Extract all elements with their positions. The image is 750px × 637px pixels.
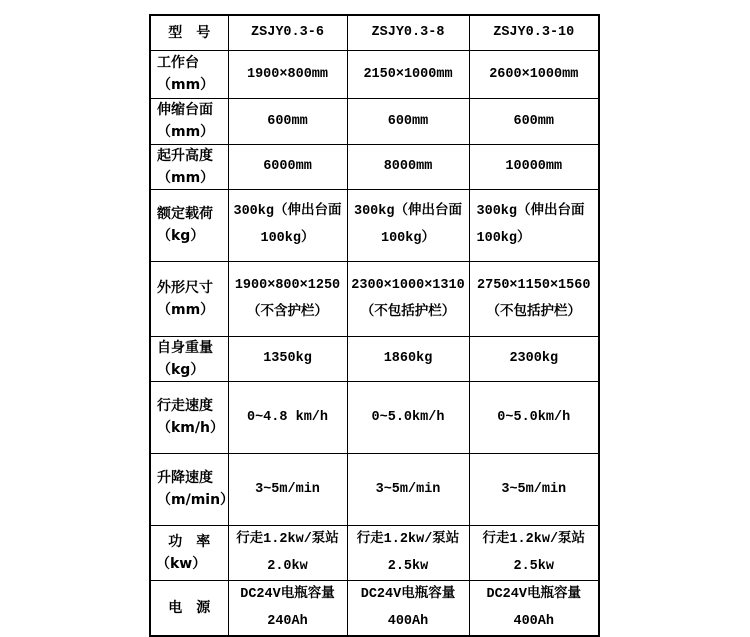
header-label-model: 型 号: [150, 15, 228, 50]
row-label: 升降速度 （m/min）: [150, 453, 228, 525]
row-label: 自身重量 （kg）: [150, 336, 228, 381]
table-row-power: [150, 525, 599, 580]
model-name-cell: ZSJY0.3-10: [469, 15, 599, 50]
table-row-rated-load: [150, 189, 599, 261]
spec-cell: 0~5.0km/h: [469, 381, 599, 453]
spec-cell: 3~5m/min: [228, 453, 347, 525]
model-name-cell: ZSJY0.3-8: [347, 15, 469, 50]
spec-cell: 2600×1000mm: [469, 50, 599, 98]
spec-cell: DC24V电瓶容量 400Ah: [347, 580, 469, 636]
table-row-extension-deck: [150, 98, 599, 144]
row-label: 行走速度 （km/h）: [150, 381, 228, 453]
row-label: 功 率 （kw）: [150, 525, 228, 580]
spec-cell: 1350kg: [228, 336, 347, 381]
table-row-overall-dimensions: [150, 261, 599, 336]
spec-cell: 行走1.2kw/泵站 2.5kw: [469, 525, 599, 580]
table-row-platform-size: [150, 50, 599, 98]
spec-cell: 600mm: [347, 98, 469, 144]
spec-cell: 1900×800×1250 （不含护栏）: [228, 261, 347, 336]
spec-cell: 1860kg: [347, 336, 469, 381]
spec-cell: 300kg（伸出台面 100kg）: [469, 189, 599, 261]
spec-cell: 8000mm: [347, 144, 469, 189]
spec-cell: DC24V电瓶容量 240Ah: [228, 580, 347, 636]
spec-cell: 2300kg: [469, 336, 599, 381]
row-label: 外形尺寸 （mm）: [150, 261, 228, 336]
table-row-lift-speed: [150, 453, 599, 525]
row-label: 额定载荷 （kg）: [150, 189, 228, 261]
table-row-self-weight: [150, 336, 599, 381]
spec-cell: DC24V电瓶容量 400Ah: [469, 580, 599, 636]
spec-cell: 6000mm: [228, 144, 347, 189]
spec-cell: 0~5.0km/h: [347, 381, 469, 453]
header-row: [150, 15, 599, 50]
spec-cell: 3~5m/min: [469, 453, 599, 525]
spec-cell: 行走1.2kw/泵站 2.5kw: [347, 525, 469, 580]
spec-cell: 2750×1150×1560 （不包括护栏）: [469, 261, 599, 336]
spec-cell: 2150×1000mm: [347, 50, 469, 98]
spec-cell: 600mm: [469, 98, 599, 144]
spec-cell: 600mm: [228, 98, 347, 144]
spec-cell: 1900×800mm: [228, 50, 347, 98]
spec-cell: 10000mm: [469, 144, 599, 189]
spec-cell: 3~5m/min: [347, 453, 469, 525]
model-name-cell: ZSJY0.3-6: [228, 15, 347, 50]
spec-table: [149, 14, 600, 637]
table-row-lift-height: [150, 144, 599, 189]
spec-cell: 300kg（伸出台面 100kg）: [347, 189, 469, 261]
row-label: 工作台 （mm）: [150, 50, 228, 98]
row-label: 伸缩台面 （mm）: [150, 98, 228, 144]
table-row-travel-speed: [150, 381, 599, 453]
spec-cell: 2300×1000×1310 （不包括护栏）: [347, 261, 469, 336]
row-label: 电 源: [150, 580, 228, 636]
spec-cell: 行走1.2kw/泵站 2.0kw: [228, 525, 347, 580]
table-row-power-source: [150, 580, 599, 636]
spec-cell: 0~4.8 km/h: [228, 381, 347, 453]
row-label: 起升高度 （mm）: [150, 144, 228, 189]
spec-cell: 300kg（伸出台面 100kg）: [228, 189, 347, 261]
